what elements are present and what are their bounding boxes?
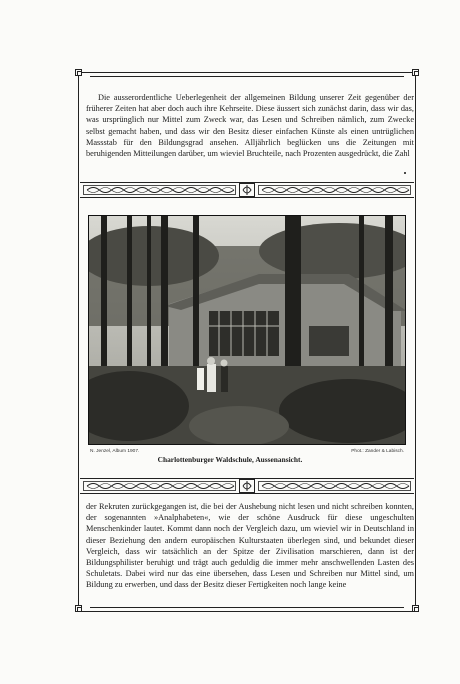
photo-illustration xyxy=(89,216,406,445)
corner-ornament-top-right xyxy=(412,69,419,76)
top-paragraph xyxy=(86,92,414,159)
top-paragraph-text: Die ausserordentliche Ueberlegenheit der allgemeinen Bildung unserer Zeit gegenüber der früherer Zeiten hat aber doch auch ihre Kehrseite. Diese äussert sich zunächst darin, dass wir das, was ursprünglich nur Mittel zum Zweck war, das Lesen und Schreiben nämlich, zum Zwecke selbst gemacht haben, und dass wir den Besitz dieser einfachen Künste als einen untrüglichen Massstab für den Bildungsgrad ansehen. Alljährlich beglücken uns die Zeitungen mit beruhigenden Mitteilungen darüber, um wieviel Bruchteile, nach Prozenten ausgedrückt, die Zahl xyxy=(86,93,414,159)
floral-pattern-left xyxy=(83,185,236,195)
corner-ornament-bottom-right xyxy=(412,605,419,612)
photo-credit-left: N. Jenzel, Album 1907. xyxy=(90,449,140,454)
frame-bottom-line-inner xyxy=(90,607,404,608)
floral-pattern-left xyxy=(83,481,236,491)
ornamental-border-upper xyxy=(80,182,414,198)
bottom-paragraph-text: der Rekruten zurückgegangen ist, die bei der Aushebung nicht lesen und nicht schreiben konnten, der sogenannten »Analphabeten«, wie der schöne Ausdruck für diese ungeschulten Menschenkinder lautet. Kommt dann noch der Vergleich dazu, um wieviel wir in Deutschland in dieser Beziehung den andern europäischen Kulturstaaten überlegen sind, und bekundet dieser Vergleich, dass wir tatsächlich an der Spitze der Zivilisation marschieren, dann ist der Bildungsphilister beruhigt und trägt auch geduldig die immer mehr anschwellenden Lasten des Schuletats. Dabei wird nur das eine übersehen, dass Lesen und Schreiben nur Mittel sind, um Bildung zu erwerben, und dass der Besitz dieser Fertigkeiten noch lange keine xyxy=(86,502,414,590)
floral-pattern-right xyxy=(258,185,411,195)
frame-bottom-line xyxy=(78,611,416,612)
fleuron-icon xyxy=(239,479,255,493)
floral-pattern-right xyxy=(258,481,411,491)
frame-right-line xyxy=(415,72,416,612)
bottom-paragraph xyxy=(86,501,414,591)
frame-top-line-inner xyxy=(90,76,404,77)
photo-caption: Charlottenburger Waldschule, Aussenansicht. xyxy=(157,455,303,464)
forest-school-photograph xyxy=(88,215,406,445)
photo-credit-right: Phot.: Zander & Labisch. xyxy=(351,449,404,454)
text-end-dot xyxy=(404,172,406,174)
corner-ornament-bottom-left xyxy=(75,605,82,612)
frame-left-line xyxy=(78,72,79,612)
fleuron-icon xyxy=(239,183,255,197)
frame-top-line xyxy=(78,72,416,73)
ornamental-border-lower xyxy=(80,478,414,494)
corner-ornament-top-left xyxy=(75,69,82,76)
